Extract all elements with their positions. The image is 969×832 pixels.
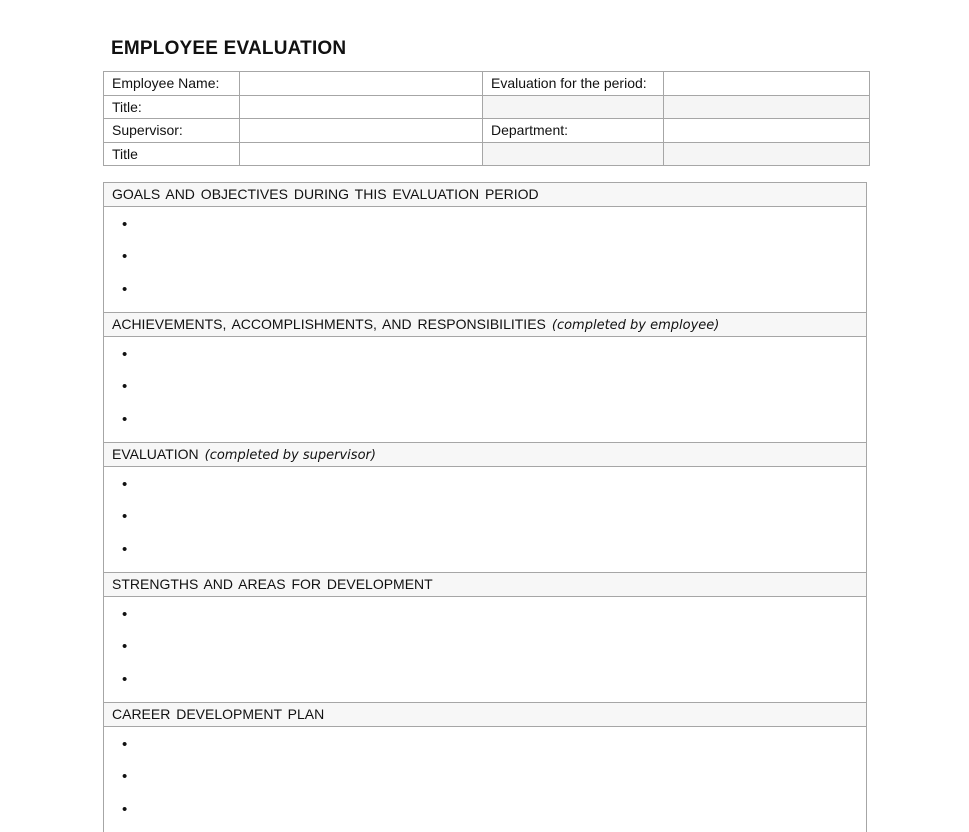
section-title: STRENGTHS AND AREAS FOR DEVELOPMENT: [112, 576, 433, 592]
empty-label-cell: [483, 95, 664, 119]
bullet-point: •: [122, 281, 128, 298]
table-row: [104, 119, 870, 143]
evaluation-period-label: Evaluation for the period:: [483, 72, 664, 96]
bullet-point: •: [122, 606, 128, 623]
table-row: [104, 72, 870, 96]
section-header: [104, 703, 866, 727]
bullet-point: •: [122, 736, 128, 753]
bullet-point: •: [122, 476, 128, 493]
employee-title-field[interactable]: [240, 95, 483, 119]
section-note: (completed by supervisor): [204, 448, 376, 463]
bullet-point: •: [122, 248, 128, 265]
section-header: [104, 443, 866, 467]
section-note: (completed by employee): [551, 318, 720, 333]
achievements-section: [104, 313, 866, 443]
section-body[interactable]: [104, 597, 866, 703]
section-body[interactable]: [104, 337, 866, 443]
employee-name-label: Employee Name:: [104, 72, 240, 96]
supervisor-field[interactable]: [240, 119, 483, 143]
bullet-point: •: [122, 801, 128, 818]
goals-section: [104, 183, 866, 313]
section-header: [104, 313, 866, 337]
section-header: [104, 183, 866, 207]
table-row: [104, 95, 870, 119]
supervisor-label: Supervisor:: [104, 119, 240, 143]
employee-info-table: [103, 71, 870, 166]
bullet-point: •: [122, 378, 128, 395]
table-row: [104, 142, 870, 166]
bullet-point: •: [122, 541, 128, 558]
section-title: EVALUATION: [112, 446, 199, 462]
employee-name-field[interactable]: [240, 72, 483, 96]
empty-value-cell[interactable]: [664, 142, 870, 166]
section-title: CAREER DEVELOPMENT PLAN: [112, 706, 325, 722]
bullet-point: •: [122, 508, 128, 525]
section-title: GOALS AND OBJECTIVES DURING THIS EVALUATION PERIOD: [112, 186, 539, 202]
department-field[interactable]: [664, 119, 870, 143]
supervisor-title-label: Title: [104, 142, 240, 166]
page-title: EMPLOYEE EVALUATION: [111, 38, 347, 59]
bullet-point: •: [122, 638, 128, 655]
empty-value-cell[interactable]: [664, 95, 870, 119]
supervisor-title-field[interactable]: [240, 142, 483, 166]
bullet-point: •: [122, 671, 128, 688]
bullet-point: •: [122, 768, 128, 785]
section-header: [104, 573, 866, 597]
section-body[interactable]: [104, 727, 866, 832]
bullet-point: •: [122, 216, 128, 233]
department-label: Department:: [483, 119, 664, 143]
strengths-section: [104, 573, 866, 703]
bullet-point: •: [122, 346, 128, 363]
evaluation-period-field[interactable]: [664, 72, 870, 96]
empty-label-cell: [483, 142, 664, 166]
evaluation-sections: [103, 182, 867, 832]
employee-title-label: Title:: [104, 95, 240, 119]
evaluation-section: [104, 443, 866, 573]
section-body[interactable]: [104, 467, 866, 573]
career-plan-section: [104, 703, 866, 832]
section-title: ACHIEVEMENTS, ACCOMPLISHMENTS, AND RESPONSIBILITIES: [112, 316, 546, 332]
bullet-point: •: [122, 411, 128, 428]
section-body[interactable]: [104, 207, 866, 313]
